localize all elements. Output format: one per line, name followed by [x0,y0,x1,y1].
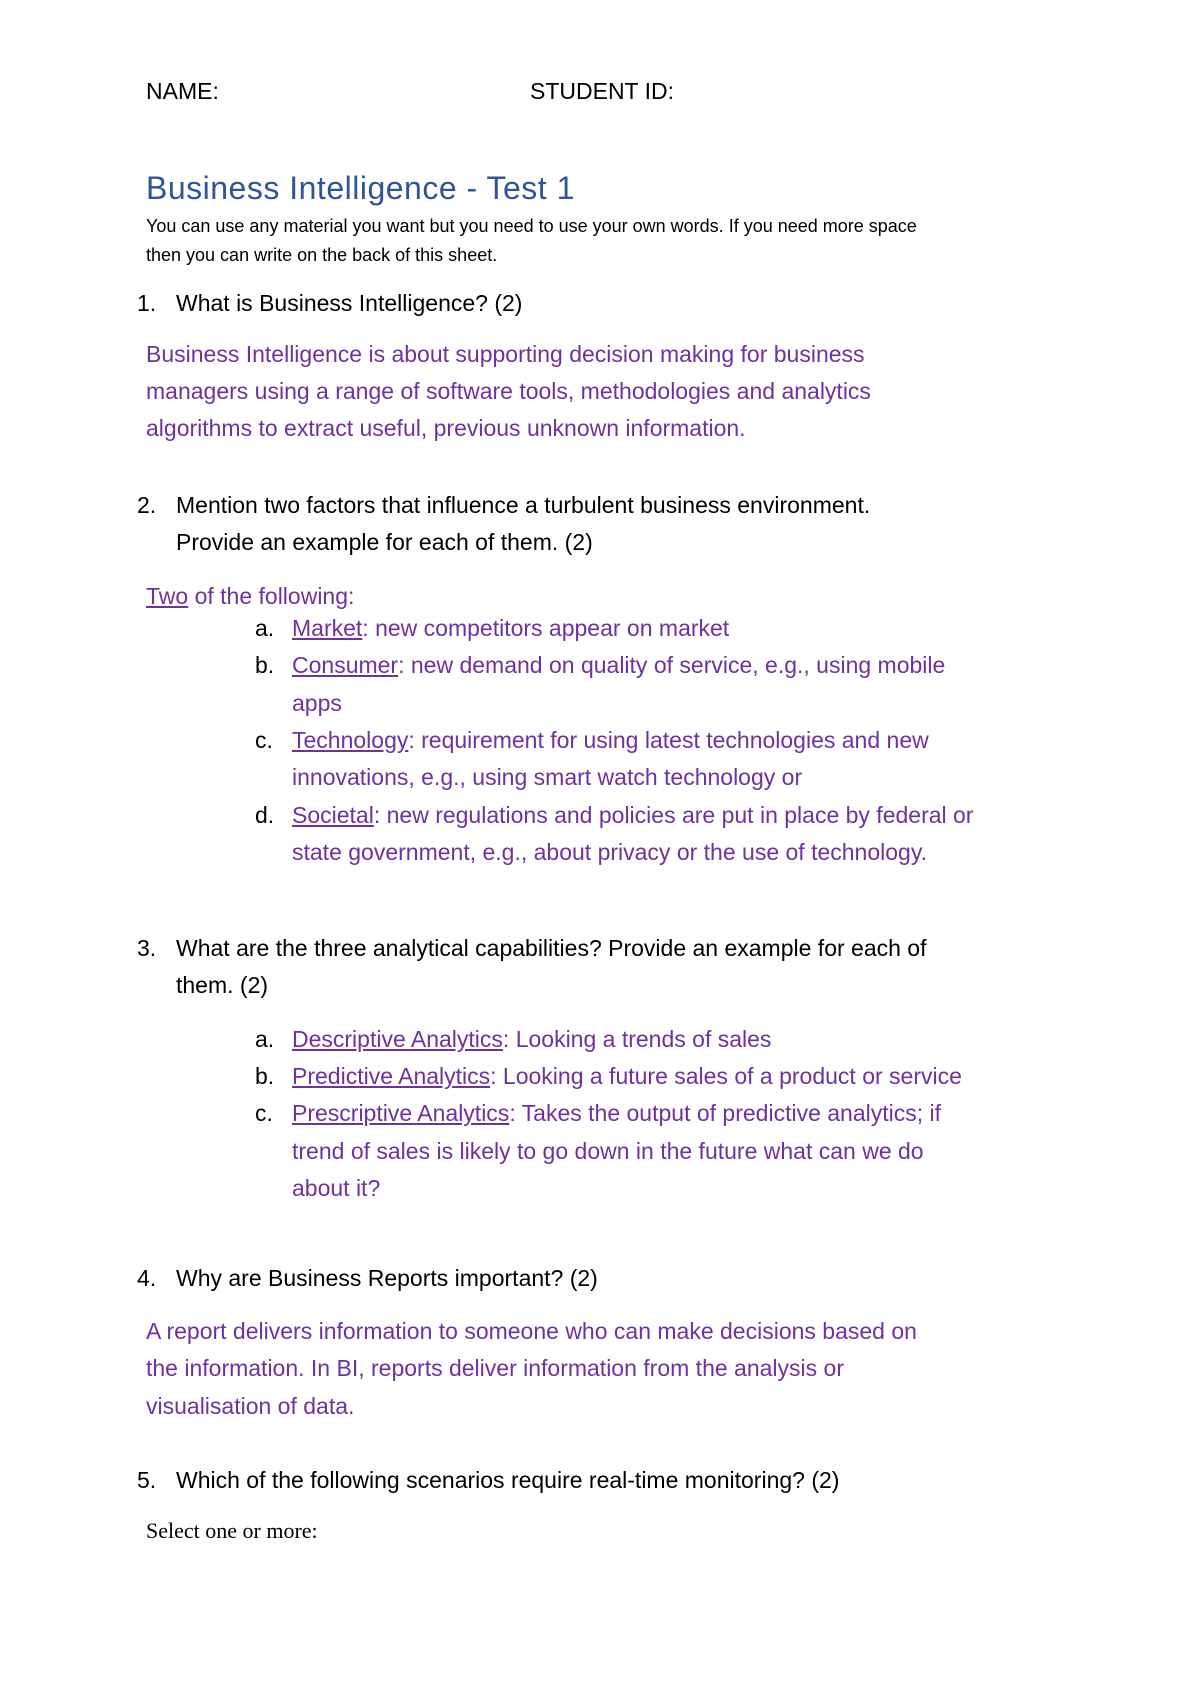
item-term: Societal [292,802,374,828]
select-note: Select one or more: [146,1518,318,1543]
item-term: Predictive Analytics [292,1063,491,1089]
item-label: d. [255,802,275,828]
question-number: 4. [137,1265,157,1291]
question-number: 3. [137,935,157,961]
question-number: 2. [137,492,157,518]
question-text: Mention two factors that influence a turbulent business environment. [176,492,871,518]
page-title: Business Intelligence - Test 1 [146,170,575,206]
list-item [292,615,729,642]
name-label: NAME: [146,78,219,104]
answer-line: the information. In BI, reports deliver information from the analysis or [146,1355,844,1381]
item-label: b. [255,652,275,678]
answer-line: Business Intelligence is about supporting decision making for business [146,341,865,367]
item-text: : Looking a future sales of a product or service [490,1063,962,1089]
answer-line: visualisation of data. [146,1393,355,1419]
item-text: : requirement for using latest technologies and new [408,727,929,753]
question-text: them. (2) [176,972,269,998]
list-item [292,1063,962,1090]
item-text-continued: about it? [292,1175,381,1201]
answer-intro-underlined: Two [146,583,189,609]
item-label: a. [255,1026,275,1052]
list-item [292,1026,771,1053]
question-number: 1. [137,290,157,316]
question-text: Which of the following scenarios require real-time monitoring? (2) [176,1467,840,1493]
question-text: Why are Business Reports important? (2) [176,1265,598,1291]
list-item [292,802,973,829]
answer-line: A report delivers information to someone who can make decisions based on [146,1318,917,1344]
answer-line: algorithms to extract useful, previous unknown information. [146,415,746,441]
item-text-continued: innovations, e.g., using smart watch technology or [292,764,803,790]
question-number: 5. [137,1467,157,1493]
intro-line-2: then you can write on the back of this sheet. [146,245,498,265]
list-item [292,1100,941,1127]
item-text: : new competitors appear on market [362,615,730,641]
item-text: : Looking a trends of sales [502,1026,772,1052]
list-item [292,727,929,754]
item-term: Descriptive Analytics [292,1026,503,1052]
item-term: Prescriptive Analytics [292,1100,510,1126]
item-text: : new demand on quality of service, e.g., using mobile [398,652,946,678]
answer-intro-rest: of the following: [188,583,355,609]
list-item [292,652,945,679]
item-text-continued: state government, e.g., about privacy or the use of technology. [292,839,928,865]
student-id-label: STUDENT ID: [530,78,674,104]
question-text: Provide an example for each of them. (2) [176,529,593,555]
item-term: Technology [292,727,409,753]
intro-line-1: You can use any material you want but you need to use your own words. If you need more space [146,216,917,236]
item-label: b. [255,1063,275,1089]
question-text: What are the three analytical capabilities? Provide an example for each of [176,935,927,961]
answer-intro [146,578,354,615]
item-term: Consumer [292,652,399,678]
item-text: : Takes the output of predictive analytics; if [509,1100,942,1126]
item-text: : new regulations and policies are put in place by federal or [373,802,974,828]
question-text: What is Business Intelligence? (2) [176,290,523,316]
item-text-continued: apps [292,690,342,716]
item-text-continued: trend of sales is likely to go down in the future what can we do [292,1138,924,1164]
item-label: a. [255,615,275,641]
item-label: c. [255,727,273,753]
item-term: Market [292,615,363,641]
item-label: c. [255,1100,273,1126]
answer-line: managers using a range of software tools, methodologies and analytics [146,378,871,404]
